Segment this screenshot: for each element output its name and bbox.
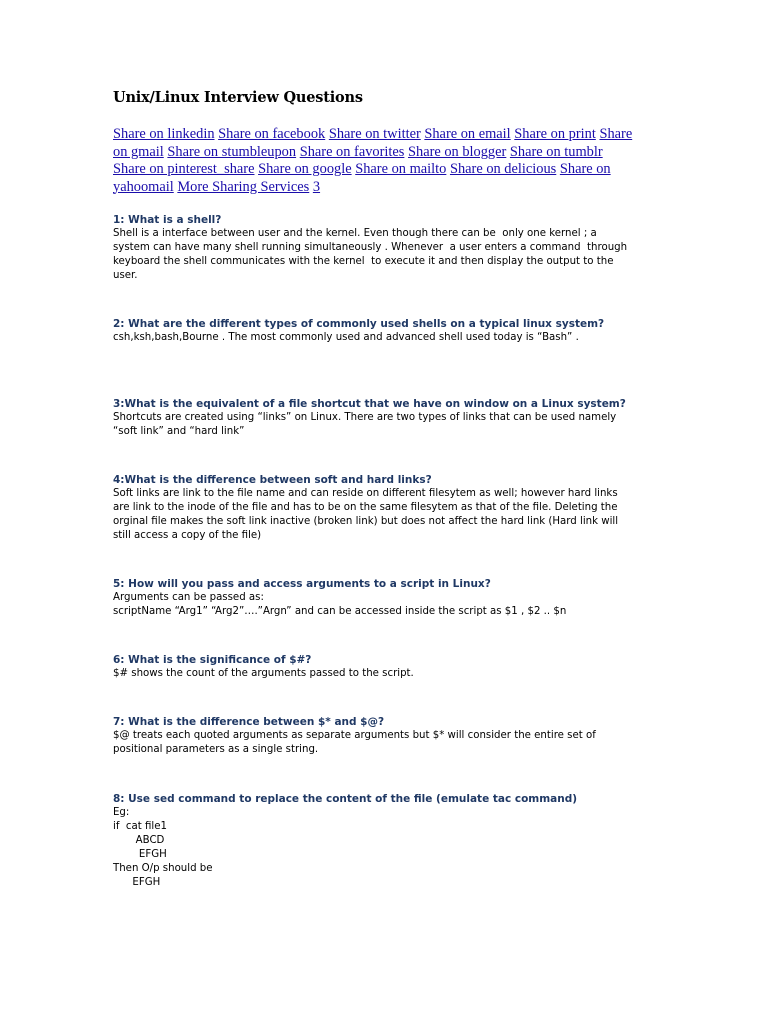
- share-count-link[interactable]: 3: [312, 178, 321, 195]
- answer-line: EFGH: [113, 877, 161, 888]
- answer-line: Soft links are link to the file name and can reside on different filesytem as well; however hard links: [113, 488, 618, 499]
- share-link-print[interactable]: Share on print: [514, 126, 596, 142]
- share-link-twitter[interactable]: Share on twitter: [328, 126, 421, 142]
- share-link-linkedin[interactable]: Share on linkedin: [113, 126, 215, 142]
- share-link-tumblr[interactable]: Share on tumblr: [509, 143, 603, 160]
- question-block: [113, 653, 658, 681]
- question-block: [113, 213, 658, 283]
- question-block: [113, 715, 658, 757]
- answer-line: still access a copy of the file): [113, 530, 262, 541]
- answer-line: $@ treats each quoted arguments as separate arguments but $* will consider the entire set of: [113, 730, 596, 741]
- question-heading: 2: What are the different types of commonly used shells on a typical linux system?: [113, 318, 605, 330]
- answer-text: [113, 667, 658, 681]
- answer-line: Eg:: [113, 807, 130, 818]
- question-heading: 5: How will you pass and access arguments to a script in Linux?: [113, 578, 491, 590]
- more-sharing-services-link[interactable]: More Sharing Services: [177, 178, 310, 195]
- answer-text: [113, 411, 658, 439]
- question-heading: 1: What is a shell?: [113, 214, 222, 226]
- answer-text: [113, 227, 658, 283]
- answer-line: scriptName “Arg1” “Arg2”….”Argn” and can be accessed inside the script as $1 , $2 .. $n: [113, 606, 567, 617]
- answer-text: [113, 331, 658, 345]
- share-link-pinterest[interactable]: Share on pinterest_share: [113, 161, 255, 177]
- share-link-email[interactable]: Share on email: [424, 126, 511, 142]
- answer-line: Then O/p should be: [113, 863, 213, 874]
- answer-line: $# shows the count of the arguments passed to the script.: [113, 668, 414, 679]
- answer-line: csh,ksh,bash,Bourne . The most commonly used and advanced shell used today is “Bash” .: [113, 332, 579, 343]
- answer-line: keyboard the shell communicates with the kernel to execute it and then display the output to the: [113, 256, 614, 267]
- question-block: [113, 397, 658, 439]
- share-link-gmail[interactable]: Share on gmail: [113, 126, 633, 160]
- question-block: [113, 792, 658, 890]
- answer-line: if cat file1: [113, 821, 167, 832]
- share-link-google[interactable]: Share on google: [258, 161, 352, 177]
- share-link-mailto[interactable]: Share on mailto: [355, 161, 447, 177]
- share-link-delicious[interactable]: Share on delicious: [449, 161, 557, 177]
- share-link-stumbleupon[interactable]: Share on stumbleupon: [167, 143, 297, 160]
- answer-line: are link to the inode of the file and has to be on the same filesytem as that of the file. Deleting the: [113, 502, 618, 513]
- question-heading: 7: What is the difference between $* and $@?: [113, 716, 385, 728]
- page-title: Unix/Linux Interview Questions: [113, 89, 363, 106]
- question-block: [113, 317, 658, 345]
- answer-line: Shell is a interface between user and the kernel. Even though there can be only one kernel ; a: [113, 228, 597, 239]
- answer-line: system can have many shell running simultaneously . Whenever a user enters a command through: [113, 242, 628, 253]
- answer-line: user.: [113, 270, 138, 281]
- share-links: [113, 126, 633, 196]
- answer-text: [113, 591, 658, 619]
- answer-line: “soft link” and “hard link”: [113, 426, 245, 437]
- question-heading: 4:What is the difference between soft and hard links?: [113, 474, 432, 486]
- share-link-facebook[interactable]: Share on facebook: [218, 126, 326, 142]
- answer-line: orginal file makes the soft link inactive (broken link) but does not affect the hard link (Hard link will: [113, 516, 619, 527]
- question-heading: 6: What is the significance of $#?: [113, 654, 312, 666]
- answer-line: Arguments can be passed as:: [113, 592, 264, 603]
- question-heading: 3:What is the equivalent of a file shortcut that we have on window on a Linux system?: [113, 398, 626, 410]
- answer-text: [113, 729, 658, 757]
- question-block: [113, 577, 658, 619]
- answer-line: ABCD: [113, 835, 165, 846]
- share-link-yahoomail[interactable]: Share on yahoomail: [113, 161, 611, 195]
- share-link-blogger[interactable]: Share on blogger: [408, 143, 507, 160]
- answer-text: [113, 487, 658, 543]
- answer-line: Shortcuts are created using “links” on Linux. There are two types of links that can be used namely: [113, 412, 617, 423]
- question-heading: 8: Use sed command to replace the content of the file (emulate tac command): [113, 793, 578, 805]
- answer-line: EFGH: [113, 849, 167, 860]
- answer-text: [113, 806, 658, 890]
- answer-line: positional parameters as a single string.: [113, 744, 319, 755]
- question-block: [113, 473, 658, 543]
- share-link-favorites[interactable]: Share on favorites: [299, 143, 405, 160]
